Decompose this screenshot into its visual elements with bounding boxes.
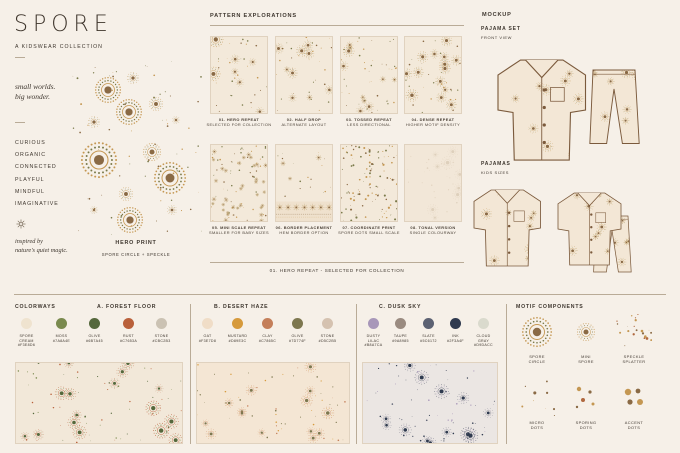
group-c-title: C. DUSK SKY (379, 304, 422, 310)
motif-name: ACCENT (624, 420, 644, 425)
color-swatch[interactable] (21, 318, 32, 329)
swatch-label (14, 334, 40, 348)
pattern-caption (336, 117, 402, 127)
motif-label (519, 354, 555, 364)
swatch-label (388, 334, 414, 343)
pattern-caption (206, 225, 272, 235)
pattern-caption (336, 225, 402, 235)
motif-graphic[interactable] (616, 314, 652, 350)
pattern-desc: LESS DIRECTIONAL (347, 122, 391, 127)
hero-title: HERO PRINT (115, 240, 157, 246)
color-swatch[interactable] (156, 318, 167, 329)
swatch-name: OLIVE (88, 334, 101, 338)
motif-label (568, 354, 604, 364)
pattern-name: 02. HALF DROP (286, 117, 322, 122)
keyword: ORGANIC (15, 152, 47, 159)
motif-graphic[interactable] (519, 314, 555, 350)
section-divider (14, 294, 666, 295)
colorways-divider-1 (190, 304, 191, 444)
patterns-rule-bottom (210, 262, 464, 263)
motif-name: DOTS (579, 425, 593, 430)
patterns-title: PATTERN EXPLORATIONS (210, 13, 297, 19)
motif-label (616, 354, 652, 364)
pattern-desc: SMALLER FOR BABY SIZES (209, 230, 269, 235)
swatch-name: GRAY (477, 338, 490, 343)
hero-print (72, 60, 202, 238)
color-swatch[interactable] (89, 318, 100, 329)
swatch-code: #D9DACC (474, 343, 493, 348)
color-swatch[interactable] (56, 318, 67, 329)
motif-name: SPORING (575, 420, 597, 425)
swatch-label (225, 334, 251, 343)
swatch-name: DUSTY (366, 334, 381, 338)
pattern-desc: SINGLE COLOURWAY (409, 230, 457, 235)
colorways-title: COLORWAYS (15, 304, 56, 310)
swatch-name: RUST (123, 334, 134, 338)
pattern-desc: ALTERNATE LAYOUT (281, 122, 327, 127)
swatch-code: #5C6172 (420, 338, 437, 343)
patterns-rule (210, 25, 464, 26)
swatch-name: SPORE (19, 334, 34, 338)
swatch-label (416, 334, 442, 343)
colorway-c-preview (362, 362, 498, 444)
swatch-name: MUSTARD (227, 334, 248, 338)
motif-name: DOTS (530, 425, 544, 430)
swatch-code: #9A8985 (392, 338, 409, 343)
motif-label (519, 420, 555, 430)
group-b-title: B. DESERT HAZE (214, 304, 269, 310)
pattern-swatch[interactable] (404, 144, 462, 222)
swatch-label (443, 334, 469, 343)
pattern-swatch[interactable] (404, 36, 462, 114)
pattern-swatch[interactable] (340, 36, 398, 114)
swatch-name: CLAY (262, 334, 273, 338)
motif-graphic[interactable] (519, 380, 555, 416)
motifs-title: MOTIF COMPONENTS (516, 304, 584, 310)
keyword: CURIOUS (15, 140, 46, 146)
pajama-set-mockup (492, 8, 672, 198)
inspired-2: nature's quiet magic. (15, 247, 68, 254)
swatch-label (82, 334, 108, 343)
keyword: MINDFUL (15, 188, 45, 195)
brand-subtitle: A KIDSWEAR COLLECTION (15, 44, 103, 50)
pattern-caption (206, 117, 272, 127)
pattern-name: 04. DENSE REPEAT (411, 117, 455, 122)
pattern-desc: HEM BORDER OPTION (279, 230, 329, 235)
keyword: IMAGINATIVE (15, 201, 59, 208)
pajamas-sub: KIDS SIZES (481, 170, 510, 175)
color-swatch[interactable] (450, 318, 461, 329)
pattern-name: 08. TONAL VERSION (410, 225, 456, 230)
color-swatch[interactable] (478, 318, 489, 329)
keyword-list (15, 137, 59, 210)
pattern-desc: HIGHER MOTIF DENSITY (405, 122, 461, 127)
swatch-code: #F3E7D8 (198, 338, 217, 343)
swatch-code: #6B7A45 (86, 338, 103, 343)
pattern-name: 06. BORDER PLACEMENT (275, 225, 333, 230)
swatch-label (255, 334, 281, 343)
color-swatch[interactable] (292, 318, 303, 329)
swatch-code: #CBC2B3 (152, 338, 171, 343)
motif-name: DOTS (627, 425, 641, 430)
motif-name: MINI (581, 354, 591, 359)
swatch-name: OLIVE (291, 334, 304, 338)
swatch-label (49, 334, 75, 343)
swatch-code: #C7653A (119, 338, 138, 343)
pajama-set-sub: FRONT VIEW (481, 35, 513, 40)
mockup-title: MOCKUP (482, 12, 512, 18)
pattern-name: 01. HERO REPEAT (218, 117, 260, 122)
motif-name: CIRCLE (528, 359, 546, 364)
motif-name: SPLATTER (622, 359, 646, 364)
pattern-caption (271, 225, 337, 235)
swatch-code: #B8A7CA (364, 343, 383, 348)
sparkle-icon (16, 219, 26, 229)
motif-name: SPORE (578, 359, 594, 364)
motif-name: SPORE (529, 354, 545, 359)
swatch-code: #D5C2B5 (318, 338, 337, 343)
keyword: CONNECTED (15, 164, 57, 171)
pattern-caption (271, 117, 337, 127)
swatch-name: CREAM (19, 338, 34, 343)
pattern-desc: SPORE DOTS SMALL SCALE (338, 230, 400, 235)
hero-subtitle: SPORE CIRCLE + SPECKLE (101, 252, 171, 257)
swatch-name: SLATE (422, 334, 435, 338)
inspired-1: inspired by (15, 238, 43, 245)
swatch-label (285, 334, 311, 343)
motif-label (616, 420, 652, 430)
swatch-label (195, 334, 221, 343)
motif-label (568, 420, 604, 430)
colorway-a-preview (15, 362, 183, 444)
motif-graphic[interactable] (616, 380, 652, 416)
selected-note: 01. HERO REPEAT - SELECTED FOR COLLECTION (269, 268, 405, 273)
pattern-caption (400, 225, 466, 235)
swatch-name: OAT (203, 334, 212, 338)
motif-graphic[interactable] (568, 314, 604, 350)
swatch-name: LILAC (367, 338, 380, 343)
brand-logo: SPORE (14, 12, 113, 37)
swatch-label (471, 334, 497, 348)
swatch-name: STONE (320, 334, 335, 338)
swatch-code: #F3E8D6 (17, 343, 36, 348)
color-swatch[interactable] (123, 318, 134, 329)
swatch-label (116, 334, 142, 343)
swatch-code: #7D774F (289, 338, 306, 343)
swatch-code: #D89E3C (228, 338, 247, 343)
pattern-swatch[interactable] (275, 36, 333, 114)
tagline-1: small worlds. (15, 82, 56, 91)
swatch-code: #7A8A4E (52, 338, 71, 343)
swatch-label (149, 334, 175, 343)
pattern-name: 07. COORDINATE PRINT (342, 225, 396, 230)
keyword: PLAYFUL (15, 176, 45, 183)
pattern-name: 03. TOSSED REPEAT (346, 117, 392, 122)
color-swatch[interactable] (202, 318, 213, 329)
swatch-name: CLOUD (476, 334, 491, 338)
motif-name: SPECKLE (623, 354, 645, 359)
brand-rule-2 (15, 122, 25, 123)
pattern-caption (400, 117, 466, 127)
pattern-name: 05. MINI SCALE REPEAT (212, 225, 266, 230)
swatch-code: #2F3A4F (447, 338, 464, 343)
pattern-swatch[interactable] (210, 144, 268, 222)
pattern-swatch[interactable] (340, 144, 398, 222)
pajamas-title: PAJAMAS (481, 161, 511, 167)
pattern-desc: SELECTED FOR COLLECTION (206, 122, 272, 127)
brand-rule-1 (15, 57, 25, 58)
color-swatch[interactable] (232, 318, 243, 329)
group-a-title: A. FOREST FLOOR (97, 304, 157, 310)
swatch-code: #C7865C (258, 338, 277, 343)
pajamas-mockup (470, 176, 670, 296)
pajama-set-title: PAJAMA SET (481, 26, 521, 32)
color-swatch[interactable] (368, 318, 379, 329)
colorways-divider-2 (356, 304, 357, 444)
pattern-swatch[interactable] (275, 144, 333, 222)
color-swatch[interactable] (395, 318, 406, 329)
swatch-label (315, 334, 341, 343)
swatch-label (361, 334, 387, 348)
swatch-name: STONE (154, 334, 169, 338)
tagline-2: big wonder. (15, 92, 51, 101)
motif-name: MICRO (529, 420, 545, 425)
motif-graphic[interactable] (568, 380, 604, 416)
swatch-name: MOSS (55, 334, 68, 338)
color-swatch[interactable] (262, 318, 273, 329)
color-swatch[interactable] (322, 318, 333, 329)
swatch-name: INK (452, 334, 459, 338)
colorways-divider-3 (506, 304, 507, 444)
color-swatch[interactable] (423, 318, 434, 329)
colorway-b-preview (196, 362, 350, 444)
swatch-name: TAUPE (393, 334, 408, 338)
pattern-swatch[interactable] (210, 36, 268, 114)
